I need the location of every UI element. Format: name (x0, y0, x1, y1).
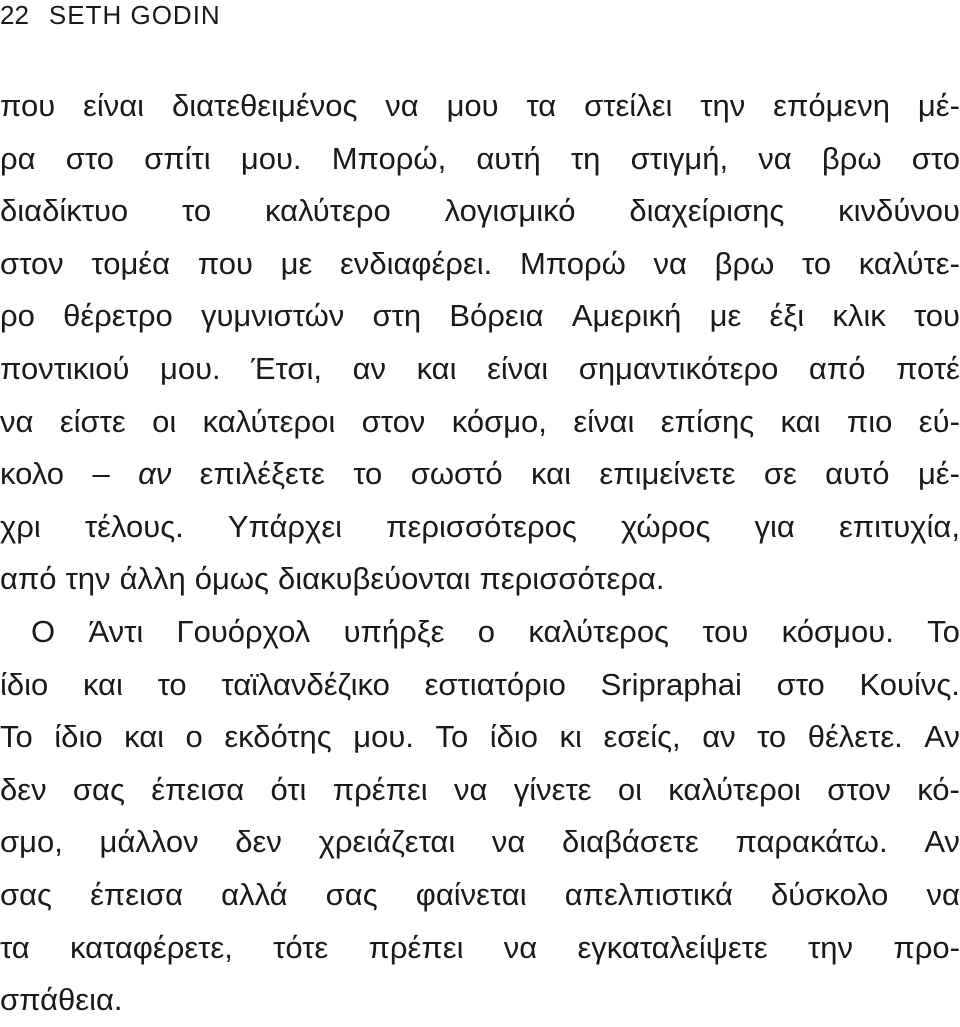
word: στιγμή, (630, 140, 729, 176)
word: επίσης (660, 403, 755, 439)
word: Κουίνς. (859, 666, 960, 702)
word: του (702, 613, 749, 649)
word: να (653, 245, 687, 281)
word: επιλέξετε (199, 456, 325, 492)
text-line (0, 290, 960, 343)
word: γίνετε (513, 771, 592, 807)
word: σημαντικότερο (578, 350, 779, 386)
word: χώρος (620, 508, 711, 544)
text-line (0, 974, 960, 1027)
word: Το (0, 719, 33, 755)
word: Αμερική (571, 298, 682, 334)
word: όμως (194, 561, 269, 597)
word: που (0, 88, 56, 123)
word: να (385, 88, 419, 123)
page-header (0, 0, 221, 30)
word: μου (446, 88, 499, 123)
word: θέλετε. (807, 719, 903, 755)
word: μάλλον (99, 824, 199, 860)
word: μου. (159, 350, 221, 386)
word: και (780, 403, 821, 439)
word: περισσότερα. (479, 561, 665, 597)
word: με (709, 298, 742, 334)
word: είναι (573, 403, 635, 439)
word: επιτυχία, (838, 508, 960, 544)
word: την (700, 88, 746, 123)
word: κολο (0, 456, 65, 492)
word: και (416, 350, 457, 386)
word: διαβάσετε (562, 824, 699, 860)
word: το (802, 245, 832, 281)
word: λογισμικό (444, 193, 576, 229)
word: Μπορώ, (331, 140, 447, 176)
text-line (0, 553, 960, 606)
word: σωστό (410, 456, 503, 492)
word: διατεθειμένος (171, 88, 358, 123)
word: σπίτι (144, 140, 211, 176)
text-line (0, 711, 960, 764)
text-line (0, 185, 960, 238)
word: ρα (0, 140, 36, 176)
word: έπεισα (90, 876, 184, 912)
text-line (0, 816, 960, 869)
word: από (0, 561, 57, 597)
word: μου. (353, 719, 414, 755)
word: το (182, 193, 212, 229)
word: και (82, 666, 123, 702)
word: μου. (240, 140, 302, 176)
word: Γουόρχολ (176, 613, 311, 649)
word: τη (570, 140, 601, 176)
word: στον (0, 245, 64, 281)
word: Ο (31, 613, 56, 649)
word: του (913, 298, 960, 334)
word: να (503, 929, 538, 965)
word: βρω (821, 140, 882, 176)
page-number: 22 (0, 0, 29, 30)
word: καταφέρετε, (70, 929, 233, 965)
word: πιο (846, 403, 893, 439)
word: αυτή (476, 140, 541, 176)
word: προ- (893, 929, 960, 965)
word: Το (435, 719, 469, 755)
word: κόσμο, (451, 403, 547, 439)
word: στον (361, 403, 426, 439)
word: εύ- (918, 403, 960, 439)
word: περισσότερος (386, 508, 577, 544)
text-line (0, 343, 960, 396)
text-line (0, 869, 960, 922)
word: κόσμου. (781, 613, 894, 649)
word: τομέα (91, 245, 171, 281)
word: για (754, 508, 795, 544)
word: την (65, 561, 111, 597)
word: καλύτερος (528, 613, 669, 649)
word: σας (72, 771, 125, 807)
text-line (0, 80, 960, 133)
word: – (92, 456, 110, 492)
word: να (454, 771, 488, 807)
word: τα (526, 88, 557, 123)
word: ποντικιού (0, 350, 130, 386)
word: καλύτερο (265, 193, 391, 229)
text-line (0, 659, 960, 712)
body-text (0, 80, 960, 1027)
word: το (757, 719, 787, 755)
word: να (758, 140, 792, 176)
word: στο (911, 140, 960, 176)
word: άλλη (119, 561, 186, 597)
word: σπάθεια. (0, 982, 123, 1018)
word: είναι (83, 88, 145, 123)
word: από (808, 350, 866, 386)
word: παρακάτω. (735, 824, 888, 860)
word: Sripraphai (600, 666, 742, 702)
word: Το (927, 613, 960, 649)
word: Άντι (88, 613, 144, 649)
word: μέ- (917, 88, 960, 123)
word: ίδιο (489, 719, 539, 755)
text-line (0, 501, 960, 554)
word: Αν (924, 824, 960, 860)
word: και (531, 456, 571, 492)
word: ο (185, 719, 203, 755)
word: ρο (0, 298, 35, 334)
word: σας (325, 876, 378, 912)
word: κι (559, 719, 582, 755)
word: είναι (487, 350, 549, 386)
word: έξι (769, 298, 805, 334)
word: Μπορώ (519, 245, 626, 281)
word: Βόρεια (449, 298, 544, 334)
word: το (353, 456, 383, 492)
word: αν (702, 719, 736, 755)
word: επόμενη (773, 88, 891, 123)
word: γυμνιστών (200, 298, 345, 334)
word: δεν (235, 824, 282, 860)
word: να (926, 876, 960, 912)
word: ποτέ (896, 350, 960, 386)
word: μέ- (917, 456, 960, 492)
word: αν (352, 350, 386, 386)
word: υπήρξε (343, 613, 445, 649)
word: στο (776, 666, 825, 702)
word: σμο, (0, 824, 63, 860)
word: στη (372, 298, 422, 334)
word: εστιατόριο (424, 666, 566, 702)
word: αυτό (825, 456, 890, 492)
word: διαχείρισης (629, 193, 785, 229)
word: τα (0, 929, 30, 965)
word: διαδίκτυο (0, 193, 129, 229)
word: αν (138, 456, 172, 492)
word: το (157, 666, 187, 702)
word: διακυβεύονται (277, 561, 471, 597)
word: σε (763, 456, 797, 492)
word: πρέπει (368, 929, 464, 965)
text-line (0, 922, 960, 975)
text-line (0, 448, 960, 501)
word: χρι (0, 508, 41, 544)
word: Έτσι, (251, 350, 322, 386)
word: στον (827, 771, 891, 807)
word: φαίνεται (415, 876, 527, 912)
word: επιμείνετε (599, 456, 736, 492)
word: αλλά (221, 876, 288, 912)
word: και (124, 719, 165, 755)
word: πρέπει (332, 771, 428, 807)
word: ίδιο (54, 719, 103, 755)
word: στείλει (584, 88, 673, 123)
text-line (0, 238, 960, 291)
word: δεν (0, 771, 47, 807)
word: που (197, 245, 253, 281)
word: απελπιστικά (564, 876, 733, 912)
word: με (280, 245, 313, 281)
word: ίδιο (0, 666, 49, 702)
word: δύσκολο (771, 876, 889, 912)
word: καλύτεροι (668, 771, 801, 807)
word: να (491, 824, 526, 860)
word: κό- (917, 771, 960, 807)
text-line (0, 133, 960, 186)
word: οι (617, 771, 642, 807)
word: έπεισα (151, 771, 245, 807)
word: Υπάρχει (227, 508, 343, 544)
word: καλύτε- (858, 245, 960, 281)
word: ενδιαφέρει. (340, 245, 493, 281)
word: ο (477, 613, 496, 649)
word: βρω (714, 245, 775, 281)
word: σας (0, 876, 52, 912)
text-line (0, 606, 960, 659)
word: κινδύνου (838, 193, 960, 229)
word: Αν (924, 719, 960, 755)
word: εγκαταλείψετε (577, 929, 768, 965)
word: τέλους. (84, 508, 184, 544)
word: καλύτεροι (202, 403, 336, 439)
word: εσείς, (603, 719, 681, 755)
word: ότι (270, 771, 307, 807)
word: τότε (273, 929, 329, 965)
word: κλικ (832, 298, 886, 334)
word: να (0, 403, 34, 439)
word: οι (152, 403, 177, 439)
word: είστε (59, 403, 126, 439)
word: ταϊλανδέζικο (221, 666, 390, 702)
word: θέρετρο (63, 298, 173, 334)
word: εκδότης (224, 719, 332, 755)
text-line (0, 396, 960, 449)
word: χρειάζεται (318, 824, 456, 860)
text-line (0, 764, 960, 817)
word: στο (65, 140, 114, 176)
word: την (808, 929, 854, 965)
running-head-author: SETH GODIN (48, 0, 221, 30)
